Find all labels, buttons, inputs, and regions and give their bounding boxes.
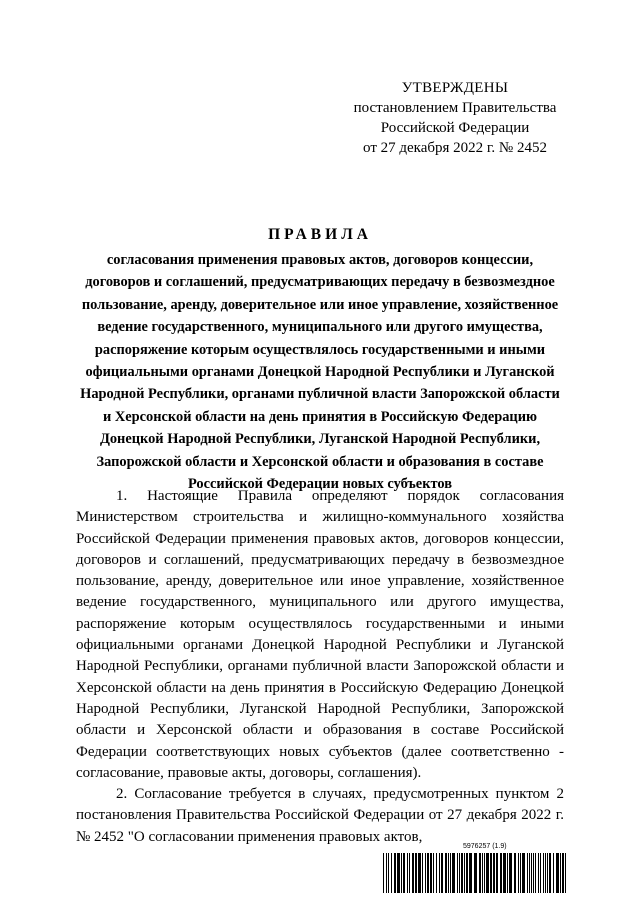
paragraph-1: 1. Настоящие Правила определяют порядок согласования Министерством строительства и жилищно-коммунального хозяйства Российской Федерации применения правовых актов, договоров концессии, договоров и соглашений, предусматривающих передачу в безвозмездное пользование, аренду, доверительное или иное управление, хозяйственное ведение государственного, муниципального или другого имущества, распоряжение которым осуществлялось государственными и иными официальными органами Донецкой Народной Республики и Луганской Народной Республики, органами публичной власти Запорожской области и Херсонской области на день принятия в Российскую Федерацию Донецкой Народной Республики, Луганской Народной Республики, Запорожской области и Херсонской области и образования в составе Российской Федерации соответствующих новых субъектов (далее соответственно - согласование, правовые акты, договоры, соглашения). xyxy=(76,488,564,781)
body-text xyxy=(76,486,564,848)
rules-title: ПРАВИЛА xyxy=(268,226,372,243)
approval-line-3: от 27 декабря 2022 г. № 2452 xyxy=(363,140,547,156)
paragraph-2: 2. Согласование требуется в случаях, предусмотренных пунктом 2 постановления Правительства Российской Федерации от 27 декабря 2022 г. № 2452 "О согласовании применения правовых актов, xyxy=(76,786,564,845)
approval-line-2: Российской Федерации xyxy=(380,120,530,136)
approval-title: УТВЕРЖДЕНЫ xyxy=(401,80,509,96)
approval-block xyxy=(340,78,570,158)
barcode xyxy=(383,843,568,895)
rules-subtitle: согласования применения правовых актов, договоров концессии, договоров и соглашений, предусматривающих передачу в безвозмездное пользование, аренду, доверительное или иное управление, хозяйственное ведение государственного, муниципального или другого имущества, распоряжение которым осуществлялось государственными и иными официальными органами Донецкой Народной Республики и Луганской Народной Республики, органами публичной власти Запорожской области и Херсонской области на день принятия в Российскую Федерацию Донецкой Народной Республики, Луганской Народной Республики, Запорожской области и Херсонской области и образования в составе Российской Федерации новых субъектов xyxy=(80,252,560,493)
barcode-image xyxy=(383,853,568,893)
approval-line-1: постановлением Правительства xyxy=(353,100,557,116)
barcode-number: 5976257 (1.9) xyxy=(463,843,507,850)
